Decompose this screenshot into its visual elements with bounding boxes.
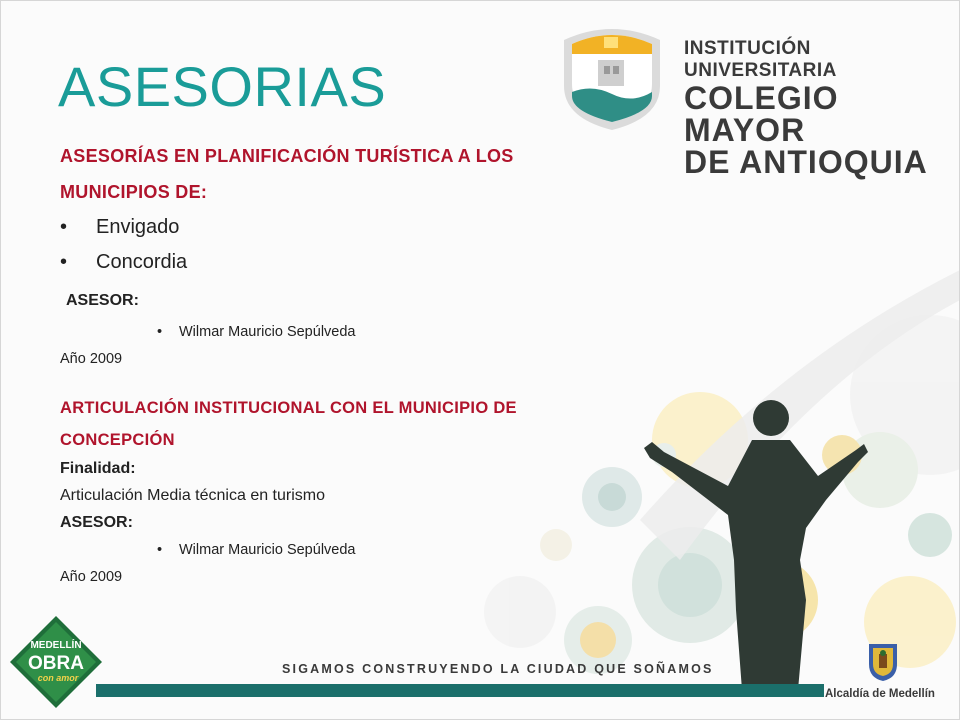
municipio-item: • Concordia (60, 245, 660, 280)
section2-asesor-label: ASESOR: (60, 514, 133, 531)
municipio-item: • Envigado (60, 210, 660, 245)
institution-name (684, 38, 946, 178)
institution-name-line3: DE ANTIOQUIA (684, 144, 928, 180)
finalidad-label: Finalidad: (60, 460, 136, 477)
section-spacer (60, 370, 660, 392)
section2-year: Año 2009 (60, 569, 123, 585)
page-title: ASESORIAS (58, 55, 387, 118)
coat-of-arms-icon (866, 640, 900, 682)
badge-bottom-text: con amor (37, 673, 79, 683)
section1-year: Año 2009 (60, 351, 123, 367)
section1-heading (60, 138, 660, 210)
section1-asesor-label: ASESOR: (66, 292, 139, 309)
institution-logo (556, 20, 946, 180)
institution-name-line1: INSTITUCIÓN UNIVERSITARIA (684, 38, 837, 81)
medellin-badge-icon (8, 614, 104, 710)
section2-heading (60, 392, 660, 456)
footer-bar (96, 684, 824, 697)
section2-heading-line1: ARTICULACIÓN INSTITUCIONAL CON EL MUNICIPIO DE (60, 399, 517, 417)
alcaldia-label: Alcaldía de Medellín (825, 688, 935, 700)
badge-main-text: OBRA (28, 653, 84, 674)
finalidad-text: Articulación Media técnica en turismo (60, 487, 326, 504)
institution-name-line2: COLEGIO MAYOR (684, 80, 839, 148)
section1-asesor-name: • Wilmar Mauricio Sepúlveda (60, 320, 660, 344)
badge-top-text: MEDELLÍN (30, 640, 82, 651)
footer-slogan: SIGAMOS CONSTRUYENDO LA CIUDAD QUE SOÑAMOS (282, 662, 714, 676)
slide-content (60, 138, 660, 588)
section1-heading-line1: ASESORÍAS EN PLANIFICACIÓN TURÍSTICA A LOS (60, 146, 514, 166)
section2-asesor-name: • Wilmar Mauricio Sepúlveda (60, 538, 660, 562)
institution-shield-icon (556, 20, 668, 132)
section1-heading-line2: MUNICIPIOS DE: (60, 182, 208, 202)
section2-heading-line2: CONCEPCIÓN (60, 431, 175, 449)
